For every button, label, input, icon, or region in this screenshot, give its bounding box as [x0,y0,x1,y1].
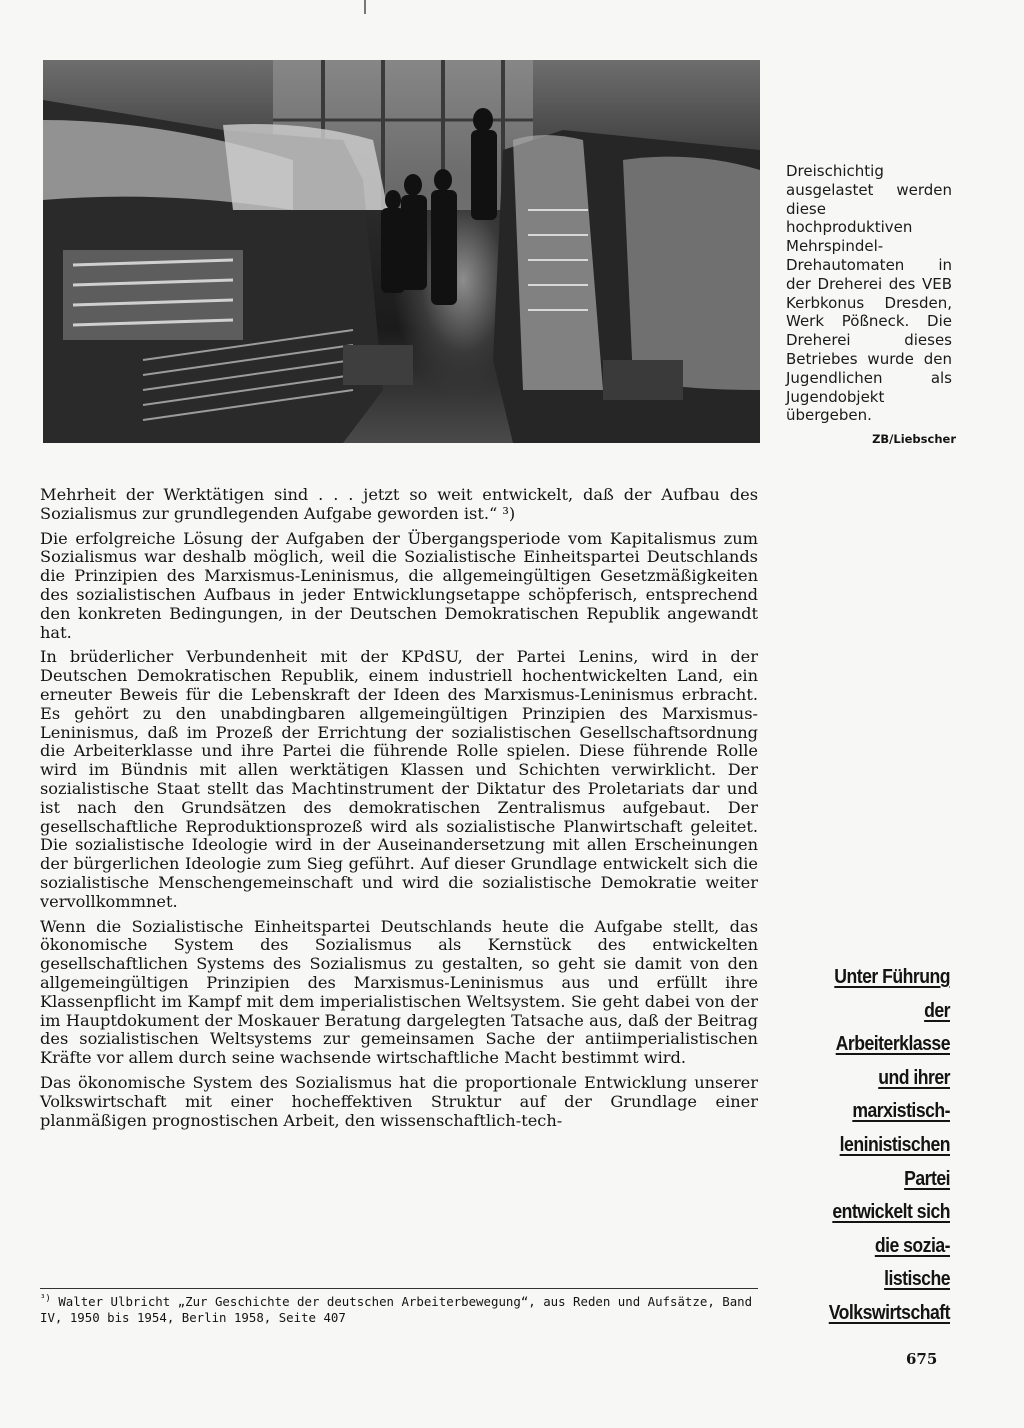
top-margin-mark [364,0,366,14]
body-text [40,486,758,1136]
marginal-heading-line: Partei [904,1166,950,1190]
footnote-marker: ³) [40,1294,51,1304]
paragraph: Wenn die Sozialistische Einheitspartei Deutschlands heute die Aufgabe stellt, das ökonomische System des Sozialismus als Kernstück des entwickelten gesellschaftlichen Systems des Sozialismus zu gestalten, so geht sie damit von den allgemeingültigen Prinzipien des Marxismus-Leninismus aus und erfüllt ihre Klassenpflicht im Kampf mit dem imperialistischen Weltsystem. Sie geht dabei von der im Hauptdokument der Moskauer Beratung dargelegten Tatsache aus, daß der Beitrag des sozialistischen Weltsystems zur gemeinsamen Sache der antiimperialistischen Kräfte vor allem durch seine wachsende wirtschaftliche Macht bestimmt wird. [40,916,758,1068]
paragraph: Das ökonomische System des Sozialismus hat die proportionale Entwicklung unserer Volkswirtschaft mit einer hocheffektiven Struktur auf der Grundlage einer planmäßigen prognostischen Arbeit, den wissenschaftlich-tech- [40,1072,758,1130]
marginal-heading-line: die sozia- [874,1233,950,1257]
marginal-heading-line: Volkswirtschaft [828,1300,950,1324]
factory-machines-illustration [43,60,760,443]
paragraph: In brüderlicher Verbundenheit mit der KPdSU, der Partei Lenins, wird in der Deutschen Demokratischen Republik, einem industriell hochentwickelten Land, ein erneuter Beweis für die Lebenskraft der Ideen des Marxismus-Leninismus erbracht. Es gehört zu den unabdingbaren allgemeingültigen Prinzipien des Marxismus-Leninismus, daß im Prozeß der Errichtung der sozialistischen Gesellschaftsordnung die Arbeiterklasse und ihre Partei die führende Rolle spielen. Diese führende Rolle wird im Bündnis mit allen werktätigen Klassen und Schichten verwirklicht. Der sozialistische Staat stellt das Machtinstrument der Diktatur des Proletariats dar und ist nach den Grundsätzen des demokratischen Zentralismus aufgebaut. Der gesellschaftliche Reproduktionsprozeß wird als sozialistische Planwirtschaft geleitet. Die sozialistische Ideologie wird in der Auseinandersetzung mit allen Erscheinungen der bürgerlichen Ideologie zum Sieg geführt. Auf dieser Grundlage entwickelt sich die sozialistische Menschengemeinschaft und wird die sozialistische Demokratie weiter vervollkommnet. [40,647,758,911]
paragraph: Mehrheit der Werktätigen sind . . . jetzt so weit entwickelt, daß der Aufbau des Sozialismus zur grundlegenden Aufgabe geworden ist.“ ³) [40,485,758,523]
marginal-heading-line: und ihrer [878,1065,950,1089]
marginal-heading-line: leninistischen [839,1132,950,1156]
marginal-heading-line: listische [884,1267,950,1291]
marginal-heading [804,960,950,1330]
factory-photo [43,60,760,443]
marginal-heading-line: der [924,998,950,1022]
marginal-heading-line: marxistisch- [852,1099,950,1123]
footnote [40,1288,758,1326]
page-number: 675 [906,1350,938,1368]
marginal-heading-line: entwickelt sich [832,1200,950,1224]
footnote-text: Walter Ulbricht „Zur Geschichte der deutschen Arbeiterbewegung“, aus Reden und Aufsätze, Band IV, 1950 bis 1954, Berlin 1958, Seite 407 [40,1294,753,1326]
paragraph: Die erfolgreiche Lösung der Aufgaben der Übergangsperiode vom Kapitalismus zum Sozialismus war deshalb möglich, weil die Sozialistische Einheitspartei Deutschlands die Prinzipien des Marxismus-Leninismus, die allgemeingültigen Gesetzmäßigkeiten des sozialistischen Aufbaus in jeder Entwicklungsetappe schöpferisch, entsprechend den konkreten Bedingungen, in der Deutschen Demokratischen Republik angewandt hat. [40,528,758,642]
photo-caption: Dreischichtig ausgelastet werden diese hochproduktiven Mehrspindel-Drehautomaten in der Dreherei des VEB Kerbkonus Dresden, Werk Pößneck. Die Dreherei dieses Betriebes wurde den Jugendlichen als Jugendobjekt übergeben. [786,162,952,425]
photo-credit: ZB/Liebscher [872,432,956,446]
marginal-heading-line: Unter Führung [834,965,950,988]
marginal-heading-line: Arbeiterklasse [835,1032,950,1056]
